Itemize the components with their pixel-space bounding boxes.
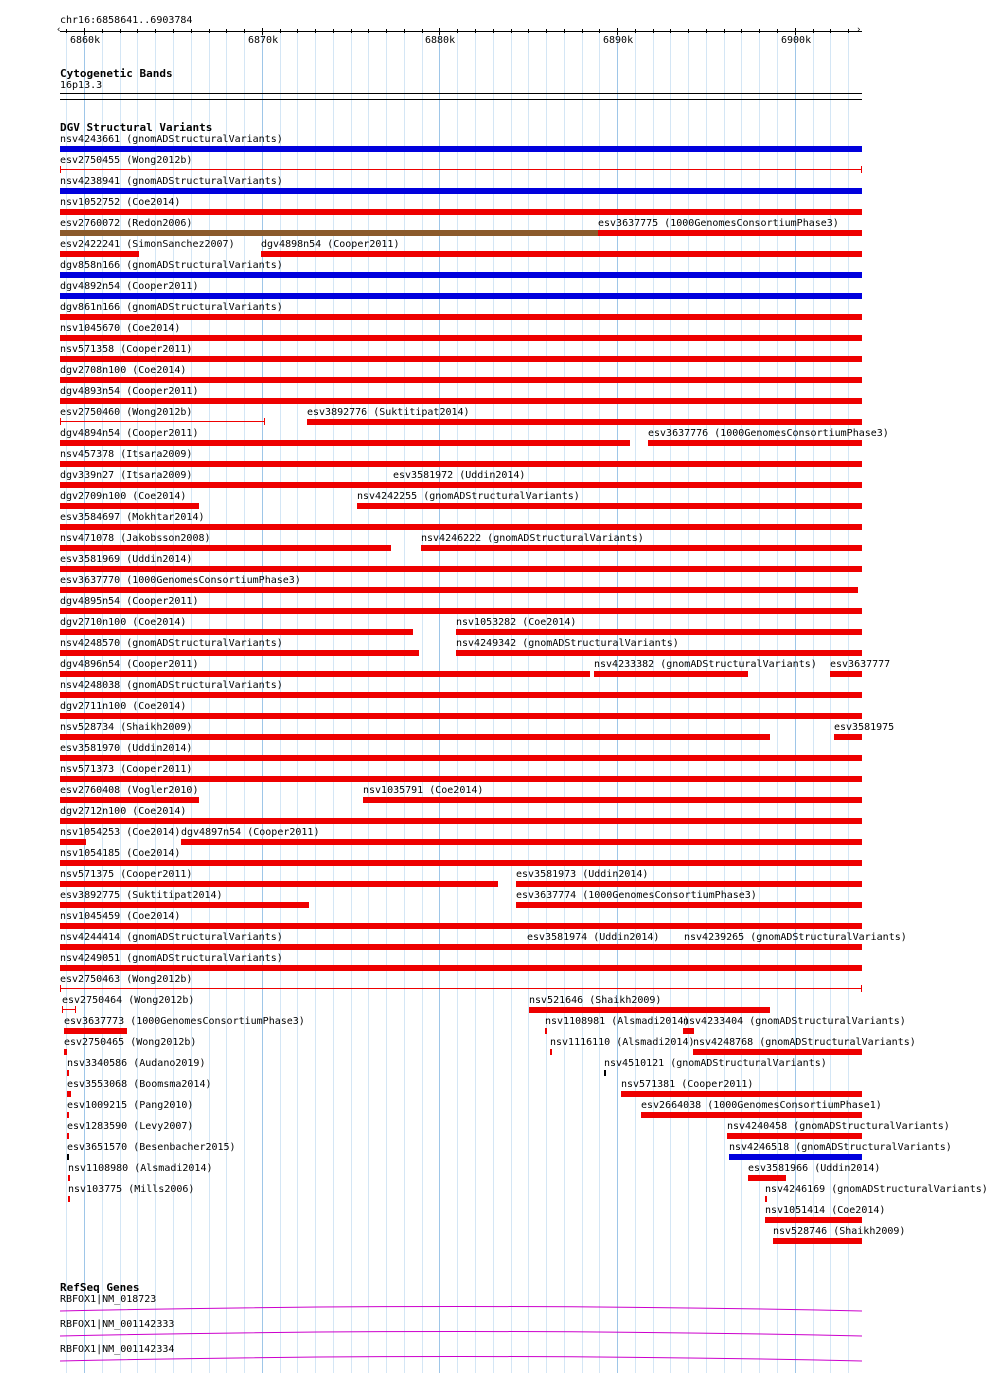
ruler-minor-tick — [297, 29, 298, 33]
variant-label[interactable]: esv2664038 (1000GenomesConsortiumPhase1) — [641, 1100, 882, 1111]
variant-label[interactable]: nsv4233404 (gnomADStructuralVariants) — [683, 1016, 906, 1027]
ruler-tick-label: 6880k — [425, 35, 456, 46]
ruler-minor-tick — [582, 29, 583, 33]
variant-label[interactable]: nsv4249342 (gnomADStructuralVariants) — [456, 638, 679, 649]
variant-label[interactable]: esv3637777 — [830, 659, 891, 670]
cytoband-label: 16p13.3 — [60, 80, 103, 91]
ruler-minor-tick — [848, 29, 849, 33]
variant-label[interactable]: dgv4892n54 (Cooper2011) — [60, 281, 199, 292]
variant-label[interactable]: nsv4239265 (gnomADStructuralVariants) — [684, 932, 907, 943]
variant-label[interactable]: esv3553068 (Boomsma2014) — [67, 1079, 212, 1090]
variant-feature-line[interactable] — [60, 421, 265, 422]
variant-feature-bar[interactable] — [67, 1133, 69, 1139]
variant-feature-bar[interactable] — [60, 440, 630, 446]
variant-feature-bar[interactable] — [393, 482, 862, 488]
variant-feature-bar[interactable] — [60, 524, 862, 530]
variant-label[interactable]: nsv571358 (Cooper2011) — [60, 344, 193, 355]
ruler-minor-tick — [475, 29, 476, 33]
ruler-minor-tick — [191, 29, 192, 33]
variant-feature-bar[interactable] — [60, 482, 393, 488]
variant-feature-bar[interactable] — [60, 734, 770, 740]
variant-feature-bar[interactable] — [765, 1196, 767, 1202]
variant-feature-bar[interactable] — [834, 734, 862, 740]
variant-label[interactable]: nsv1052752 (Coe2014) — [60, 197, 181, 208]
variant-feature-bar[interactable] — [604, 1070, 606, 1076]
variant-label[interactable]: nsv1116110 (Alsmadi2014) — [550, 1037, 695, 1048]
variant-label[interactable]: nsv4233382 (gnomADStructuralVariants) — [594, 659, 817, 670]
ruler-right-arrow: › — [856, 25, 862, 35]
variant-feature-bar[interactable] — [765, 1217, 862, 1223]
variant-feature-bar[interactable] — [60, 692, 862, 698]
variant-feature-bar[interactable] — [545, 1028, 547, 1034]
ruler-minor-tick — [706, 29, 707, 33]
variant-feature-cap — [62, 1006, 63, 1013]
ruler-minor-tick — [173, 29, 174, 33]
ruler-minor-tick — [333, 29, 334, 33]
variant-feature-bar[interactable] — [60, 461, 862, 467]
variant-label[interactable]: nsv1051414 (Coe2014) — [765, 1205, 886, 1216]
variant-feature-bar[interactable] — [60, 314, 862, 320]
variant-label[interactable]: esv3637774 (1000GenomesConsortiumPhase3) — [516, 890, 757, 901]
variant-feature-bar[interactable] — [181, 839, 862, 845]
variant-label[interactable]: esv3651570 (Besenbacher2015) — [67, 1142, 236, 1153]
variant-label[interactable]: esv2760072 (Redon2006) — [60, 218, 193, 229]
variant-label[interactable]: esv3581969 (Uddin2014) — [60, 554, 193, 565]
variant-feature-bar[interactable] — [67, 1112, 69, 1118]
variant-label[interactable]: dgv861n166 (gnomADStructuralVariants) — [60, 302, 283, 313]
variant-label[interactable]: nsv528734 (Shaikh2009) — [60, 722, 193, 733]
variant-label[interactable]: nsv4246222 (gnomADStructuralVariants) — [421, 533, 644, 544]
variant-label[interactable]: nsv4242255 (gnomADStructuralVariants) — [357, 491, 580, 502]
variant-label[interactable]: esv2760408 (Vogler2010) — [60, 785, 199, 796]
variant-feature-bar[interactable] — [60, 797, 199, 803]
variant-label[interactable]: esv2750465 (Wong2012b) — [64, 1037, 197, 1048]
variant-feature-bar[interactable] — [60, 188, 862, 194]
ruler-minor-tick — [137, 29, 138, 33]
gene-transcript-line[interactable] — [60, 1327, 862, 1339]
variant-feature-bar[interactable] — [60, 650, 419, 656]
ruler-major-tick — [617, 28, 618, 35]
ruler-major-tick — [795, 28, 796, 35]
ruler-minor-tick — [724, 29, 725, 33]
variant-label[interactable]: nsv1054253 (Coe2014) — [60, 827, 181, 838]
variant-label[interactable]: dgv858n166 (gnomADStructuralVariants) — [60, 260, 283, 271]
ruler-major-tick — [439, 28, 440, 35]
variant-feature-bar[interactable] — [60, 776, 862, 782]
variant-label[interactable]: nsv471078 (Jakobsson2008) — [60, 533, 211, 544]
ruler-minor-tick — [155, 29, 156, 33]
variant-feature-bar[interactable] — [60, 356, 862, 362]
variant-feature-bar[interactable] — [60, 566, 862, 572]
variant-feature-cap — [60, 418, 61, 425]
variant-label[interactable]: nsv1108981 (Alsmadi2014) — [545, 1016, 690, 1027]
variant-label[interactable]: nsv1045459 (Coe2014) — [60, 911, 181, 922]
variant-label[interactable]: esv3892775 (Suktitipat2014) — [60, 890, 223, 901]
variant-label[interactable]: nsv1054185 (Coe2014) — [60, 848, 181, 859]
variant-label[interactable]: dgv4894n54 (Cooper2011) — [60, 428, 199, 439]
variant-feature-bar[interactable] — [60, 272, 862, 278]
variant-feature-bar[interactable] — [60, 818, 862, 824]
variant-feature-bar[interactable] — [516, 902, 862, 908]
ruler-minor-tick — [830, 29, 831, 33]
gene-label[interactable]: RBFOX1|NM_001142334 — [60, 1344, 175, 1355]
variant-feature-bar[interactable] — [60, 839, 86, 845]
variant-feature-bar[interactable] — [529, 1007, 770, 1013]
variant-feature-cap — [75, 1006, 76, 1013]
variant-feature-bar[interactable] — [648, 440, 862, 446]
variant-label[interactable]: nsv4248038 (gnomADStructuralVariants) — [60, 680, 283, 691]
ruler-major-tick — [262, 28, 263, 35]
variant-label[interactable]: dgv4898n54 (Cooper2011) — [261, 239, 400, 250]
variant-label[interactable]: nsv4244414 (gnomADStructuralVariants) — [60, 932, 283, 943]
variant-label[interactable]: nsv4246169 (gnomADStructuralVariants) — [765, 1184, 988, 1195]
ruler-minor-tick — [315, 29, 316, 33]
variant-feature-line[interactable] — [60, 988, 862, 989]
variant-label[interactable]: esv3637775 (1000GenomesConsortiumPhase3) — [598, 218, 839, 229]
variant-label[interactable]: esv2750464 (Wong2012b) — [62, 995, 195, 1006]
variant-feature-bar[interactable] — [60, 713, 862, 719]
variant-feature-bar[interactable] — [60, 503, 199, 509]
variant-feature-bar[interactable] — [60, 965, 862, 971]
variant-label[interactable]: dgv4897n54 (Cooper2011) — [181, 827, 320, 838]
variant-feature-bar[interactable] — [60, 755, 862, 761]
variant-label[interactable]: esv2422241 (SimonSanchez2007) — [60, 239, 235, 250]
variant-feature-bar[interactable] — [456, 629, 862, 635]
ruler-major-tick — [84, 28, 85, 35]
ruler-minor-tick — [528, 29, 529, 33]
variant-label[interactable]: nsv521646 (Shaikh2009) — [529, 995, 662, 1006]
ruler-minor-tick — [457, 29, 458, 33]
variant-label[interactable]: esv2750460 (Wong2012b) — [60, 407, 193, 418]
variant-label[interactable]: esv3637770 (1000GenomesConsortiumPhase3) — [60, 575, 301, 586]
ruler-minor-tick — [741, 29, 742, 33]
variant-label[interactable]: esv1009215 (Pang2010) — [67, 1100, 194, 1111]
variant-label[interactable]: esv2750463 (Wong2012b) — [60, 974, 193, 985]
variant-label[interactable]: nsv4248570 (gnomADStructuralVariants) — [60, 638, 283, 649]
variant-feature-bar[interactable] — [64, 1028, 127, 1034]
variant-feature-bar[interactable] — [516, 881, 862, 887]
variant-feature-bar[interactable] — [60, 251, 139, 257]
ruler-minor-tick — [653, 29, 654, 33]
variant-label[interactable]: dgv4895n54 (Cooper2011) — [60, 596, 199, 607]
variant-label[interactable]: dgv2709n100 (Coe2014) — [60, 491, 187, 502]
coordinate-label: chr16:6858641..6903784 — [60, 15, 193, 26]
refseq-title: RefSeq Genes — [60, 1281, 140, 1294]
ruler-tick-label: 6900k — [781, 35, 812, 46]
variant-label[interactable]: nsv571375 (Cooper2011) — [60, 869, 193, 880]
variant-label[interactable]: nsv3340586 (Audano2019) — [67, 1058, 206, 1069]
ruler-tick-label: 6870k — [248, 35, 279, 46]
ruler-minor-tick — [688, 29, 689, 33]
variant-feature-bar[interactable] — [748, 1175, 786, 1181]
variant-label[interactable]: nsv4249051 (gnomADStructuralVariants) — [60, 953, 283, 964]
variant-feature-bar[interactable] — [621, 1091, 862, 1097]
variant-label[interactable]: nsv4243661 (gnomADStructuralVariants) — [60, 134, 283, 145]
variant-feature-bar[interactable] — [60, 629, 413, 635]
variant-label[interactable]: esv3581972 (Uddin2014) — [393, 470, 526, 481]
variant-label[interactable]: esv3581970 (Uddin2014) — [60, 743, 193, 754]
variant-feature-bar[interactable] — [60, 671, 590, 677]
ruler-minor-tick — [280, 29, 281, 33]
variant-feature-bar[interactable] — [307, 419, 862, 425]
variant-feature-bar[interactable] — [60, 860, 862, 866]
variant-label[interactable]: esv3584697 (Mokhtar2014) — [60, 512, 205, 523]
variant-label[interactable]: dgv2711n100 (Coe2014) — [60, 701, 187, 712]
variant-label[interactable]: esv3637773 (1000GenomesConsortiumPhase3) — [64, 1016, 305, 1027]
variant-feature-bar[interactable] — [64, 1049, 67, 1055]
ruler-minor-tick — [777, 29, 778, 33]
ruler-tick-label: 6860k — [70, 35, 101, 46]
variant-label[interactable]: esv3581973 (Uddin2014) — [516, 869, 649, 880]
variant-feature-bar[interactable] — [550, 1049, 552, 1055]
ruler-minor-tick — [422, 29, 423, 33]
variant-feature-bar[interactable] — [60, 398, 862, 404]
variant-feature-bar[interactable] — [773, 1238, 862, 1244]
variant-feature-line[interactable] — [60, 169, 862, 170]
variant-label[interactable]: nsv1108980 (Alsmadi2014) — [68, 1163, 213, 1174]
variant-label[interactable]: nsv1053282 (Coe2014) — [456, 617, 577, 628]
variant-feature-bar[interactable] — [830, 671, 862, 677]
ruler-minor-tick — [564, 29, 565, 33]
cytoband-title: Cytogenetic Bands — [60, 67, 173, 80]
variant-feature-bar[interactable] — [363, 797, 862, 803]
variant-feature-bar[interactable] — [727, 1133, 862, 1139]
variant-feature-bar[interactable] — [60, 608, 862, 614]
cytoband-line-top — [60, 93, 862, 94]
variant-feature-bar[interactable] — [67, 1091, 71, 1097]
variant-label[interactable]: nsv4246518 (gnomADStructuralVariants) — [729, 1142, 952, 1153]
variant-feature-bar[interactable] — [67, 1154, 69, 1160]
variant-feature-bar[interactable] — [60, 902, 309, 908]
variant-label[interactable]: nsv4240458 (gnomADStructuralVariants) — [727, 1121, 950, 1132]
variant-feature-bar[interactable] — [641, 1112, 862, 1118]
variant-feature-bar[interactable] — [60, 377, 862, 383]
gene-label[interactable]: RBFOX1|NM_001142333 — [60, 1319, 175, 1330]
ruler-minor-tick — [351, 29, 352, 33]
variant-label[interactable]: esv3581966 (Uddin2014) — [748, 1163, 881, 1174]
ruler-minor-tick — [759, 29, 760, 33]
ruler-minor-tick — [244, 29, 245, 33]
variant-feature-bar[interactable] — [684, 944, 862, 950]
variant-feature-bar[interactable] — [598, 230, 862, 236]
ruler-minor-tick — [226, 29, 227, 33]
variant-feature-bar[interactable] — [527, 944, 605, 950]
variant-feature-bar[interactable] — [683, 1028, 694, 1034]
ruler-left-arrow: ‹ — [56, 25, 62, 35]
variant-label[interactable]: nsv571373 (Cooper2011) — [60, 764, 193, 775]
ruler-minor-tick — [209, 29, 210, 33]
variant-label[interactable]: esv3581974 (Uddin2014) — [527, 932, 660, 943]
variant-label[interactable]: nsv457378 (Itsara2009) — [60, 449, 193, 460]
ruler-minor-tick — [120, 29, 121, 33]
variant-feature-bar[interactable] — [261, 251, 862, 257]
variant-feature-bar[interactable] — [421, 545, 862, 551]
gene-transcript-line[interactable] — [60, 1302, 862, 1314]
variant-label[interactable]: esv1283590 (Levy2007) — [67, 1121, 194, 1132]
variant-feature-cap — [861, 166, 862, 173]
variant-label[interactable]: nsv4510121 (gnomADStructuralVariants) — [604, 1058, 827, 1069]
variant-feature-bar[interactable] — [60, 881, 498, 887]
variant-feature-bar[interactable] — [60, 146, 862, 152]
variant-feature-cap — [60, 985, 61, 992]
variant-label[interactable]: esv2750455 (Wong2012b) — [60, 155, 193, 166]
variant-label[interactable]: nsv1035791 (Coe2014) — [363, 785, 484, 796]
variant-label[interactable]: nsv103775 (Mills2006) — [68, 1184, 195, 1195]
variant-label[interactable]: esv3581975 — [834, 722, 895, 733]
variant-feature-cap — [264, 418, 265, 425]
gene-label[interactable]: RBFOX1|NM_018723 — [60, 1294, 157, 1305]
ruler-minor-tick — [599, 29, 600, 33]
variant-label[interactable]: nsv528746 (Shaikh2009) — [773, 1226, 906, 1237]
ruler-minor-tick — [813, 29, 814, 33]
variant-feature-bar[interactable] — [456, 650, 862, 656]
variant-label[interactable]: dgv339n27 (Itsara2009) — [60, 470, 193, 481]
variant-feature-bar[interactable] — [68, 1175, 70, 1181]
variant-label[interactable]: esv3892776 (Suktitipat2014) — [307, 407, 470, 418]
variant-feature-bar[interactable] — [60, 230, 598, 236]
ruler-minor-tick — [546, 29, 547, 33]
variant-feature-bar[interactable] — [729, 1154, 862, 1160]
variant-label[interactable]: dgv4893n54 (Cooper2011) — [60, 386, 199, 397]
variant-feature-bar[interactable] — [60, 335, 862, 341]
variant-label[interactable]: dgv4896n54 (Cooper2011) — [60, 659, 199, 670]
ruler-minor-tick — [102, 29, 103, 33]
variant-feature-bar[interactable] — [60, 545, 391, 551]
ruler-minor-tick — [368, 29, 369, 33]
ruler-minor-tick — [511, 29, 512, 33]
variant-feature-bar[interactable] — [60, 923, 862, 929]
variant-label[interactable]: nsv1045670 (Coe2014) — [60, 323, 181, 334]
variant-label[interactable]: nsv571381 (Cooper2011) — [621, 1079, 754, 1090]
ruler-minor-tick — [670, 29, 671, 33]
variant-feature-bar[interactable] — [68, 1196, 70, 1202]
ruler-minor-tick — [493, 29, 494, 33]
variant-feature-line[interactable] — [62, 1009, 76, 1010]
dgv-title: DGV Structural Variants — [60, 121, 213, 134]
ruler-minor-tick — [66, 29, 67, 33]
ruler-minor-tick — [635, 29, 636, 33]
variant-feature-cap — [861, 985, 862, 992]
variant-feature-bar[interactable] — [693, 1049, 862, 1055]
variant-label[interactable]: nsv4248768 (gnomADStructuralVariants) — [693, 1037, 916, 1048]
variant-feature-bar[interactable] — [594, 671, 748, 677]
ruler-minor-tick — [404, 29, 405, 33]
cytoband-line-bottom — [60, 99, 862, 100]
variant-feature-bar[interactable] — [60, 293, 862, 299]
gene-transcript-line[interactable] — [60, 1352, 862, 1364]
ruler-minor-tick — [386, 29, 387, 33]
variant-feature-bar[interactable] — [357, 503, 862, 509]
variant-feature-cap — [60, 166, 61, 173]
variant-label[interactable]: dgv2710n100 (Coe2014) — [60, 617, 187, 628]
variant-feature-bar[interactable] — [60, 209, 862, 215]
variant-feature-bar[interactable] — [67, 1070, 69, 1076]
variant-label[interactable]: esv3637776 (1000GenomesConsortiumPhase3) — [648, 428, 889, 439]
ruler-tick-label: 6890k — [603, 35, 634, 46]
variant-feature-bar[interactable] — [60, 587, 858, 593]
variant-label[interactable]: dgv2708n100 (Coe2014) — [60, 365, 187, 376]
variant-label[interactable]: nsv4238941 (gnomADStructuralVariants) — [60, 176, 283, 187]
variant-label[interactable]: dgv2712n100 (Coe2014) — [60, 806, 187, 817]
